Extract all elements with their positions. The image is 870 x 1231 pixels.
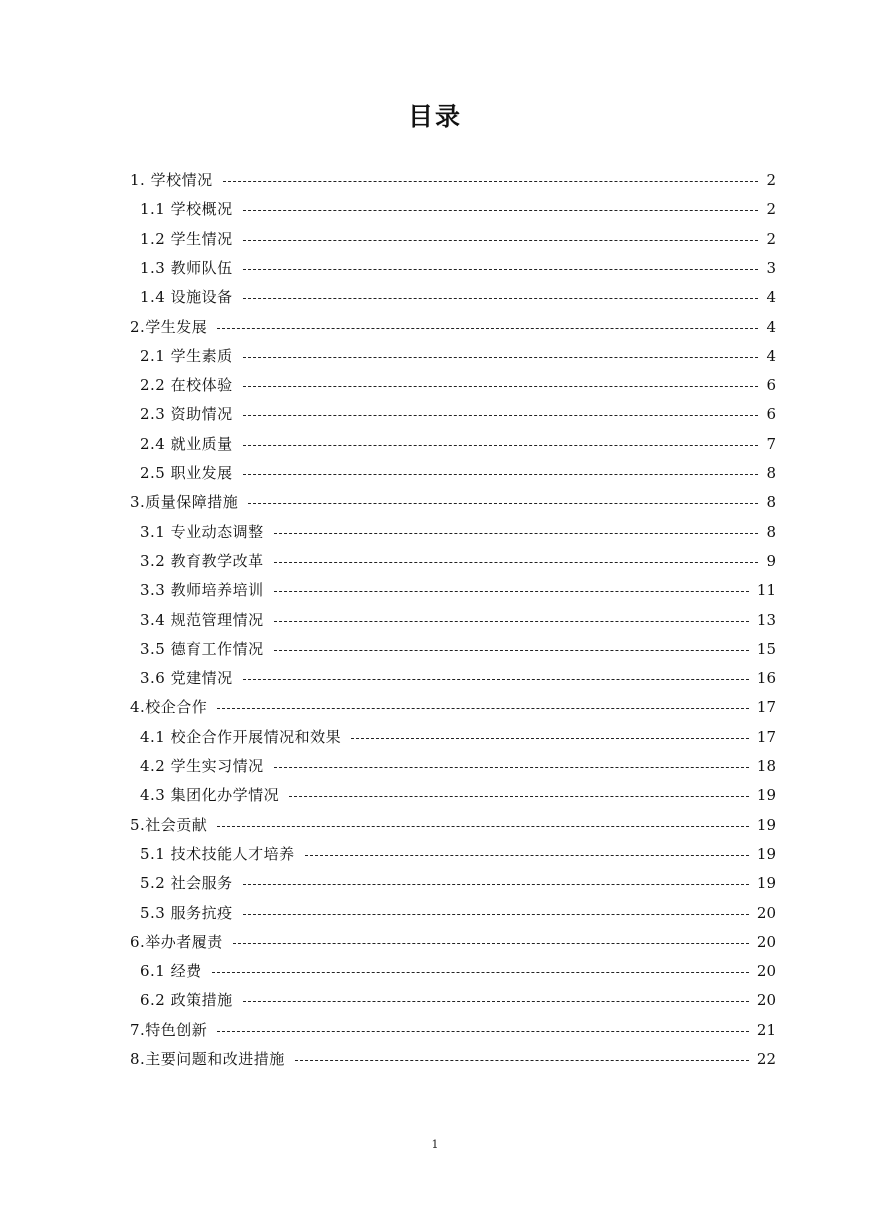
toc-entry-label: 3.6 党建情况	[140, 669, 233, 688]
toc-entry[interactable]	[130, 166, 776, 195]
toc-entry[interactable]	[140, 899, 776, 928]
toc-entry-label: 3.质量保障措施	[130, 493, 239, 512]
toc-entry[interactable]	[130, 1045, 776, 1074]
toc-entry-label: 7.特色创新	[130, 1020, 208, 1039]
toc-entry-page: 6	[766, 405, 776, 424]
toc-dot-leader	[217, 1031, 749, 1032]
toc-entry[interactable]	[140, 254, 776, 283]
toc-entry-page: 8	[766, 464, 776, 482]
toc-entry-page: 15	[756, 639, 776, 658]
toc-entry-page: 2	[766, 229, 776, 248]
toc-entry-page: 19	[756, 874, 776, 893]
toc-entry[interactable]	[130, 928, 776, 957]
toc-entry-label: 2.4 就业质量	[140, 434, 233, 453]
toc-entry-page: 20	[756, 991, 776, 1010]
toc-entry-page: 8	[766, 522, 776, 541]
toc-entry[interactable]	[140, 664, 776, 693]
toc-entry-page: 7	[766, 434, 776, 453]
toc-entry-label: 2.1 学生素质	[140, 346, 233, 365]
toc-entry-page: 17	[756, 698, 776, 717]
toc-dot-leader	[274, 650, 749, 651]
toc-entry[interactable]	[130, 693, 776, 722]
toc-entry[interactable]	[140, 840, 776, 869]
toc-entry[interactable]	[130, 811, 776, 840]
toc-entry-label: 1. 学校情况	[130, 171, 213, 189]
toc-dot-leader	[248, 503, 758, 504]
toc-entry-page: 19	[756, 786, 776, 805]
toc-entry-label: 8.主要问题和改进措施	[130, 1050, 285, 1068]
toc-entry[interactable]	[140, 781, 776, 810]
toc-entry-page: 8	[766, 493, 776, 512]
toc-dot-leader	[351, 738, 749, 739]
toc-dot-leader	[217, 826, 749, 827]
toc-entry[interactable]	[140, 957, 776, 986]
toc-entry-page: 2	[766, 200, 776, 219]
toc-dot-leader	[305, 855, 749, 856]
toc-entry[interactable]	[140, 459, 776, 488]
toc-dot-leader	[243, 269, 758, 270]
toc-dot-leader	[274, 533, 758, 534]
toc-entry[interactable]	[140, 635, 776, 664]
toc-dot-leader	[212, 972, 749, 973]
toc-entry-label: 4.3 集团化办学情况	[140, 786, 280, 805]
toc-entry-label: 6.1 经费	[140, 962, 202, 981]
toc-dot-leader	[274, 591, 749, 592]
toc-dot-leader	[295, 1060, 749, 1061]
toc-entry[interactable]	[140, 430, 776, 459]
toc-dot-leader	[243, 357, 758, 358]
toc-entry-page: 3	[766, 258, 776, 277]
toc-entry[interactable]	[140, 869, 776, 898]
toc-entry-page: 11	[756, 581, 776, 600]
toc-entry[interactable]	[140, 547, 776, 576]
toc-dot-leader	[243, 415, 758, 416]
toc-entry-label: 5.社会贡献	[130, 815, 208, 834]
toc-dot-leader	[289, 796, 749, 797]
toc-entry-page: 20	[756, 903, 776, 922]
toc-dot-leader	[217, 328, 758, 329]
toc-dot-leader	[243, 679, 749, 680]
toc-entry-page: 4	[766, 317, 776, 336]
toc-entry-label: 1.2 学生情况	[140, 229, 233, 248]
toc-entry-label: 2.2 在校体验	[140, 376, 233, 395]
toc-entry-label: 1.4 设施设备	[140, 288, 233, 307]
toc-dot-leader	[243, 445, 758, 446]
toc-dot-leader	[243, 210, 758, 211]
toc-dot-leader	[217, 708, 749, 709]
toc-entry[interactable]	[140, 606, 776, 635]
toc-entry[interactable]	[140, 195, 776, 224]
toc-dot-leader	[274, 767, 749, 768]
toc-entry-page: 18	[756, 757, 776, 775]
toc-entry[interactable]	[140, 283, 776, 312]
toc-dot-leader	[243, 240, 758, 241]
toc-entry[interactable]	[130, 488, 776, 517]
toc-entry[interactable]	[130, 1016, 776, 1045]
toc-entry-label: 1.1 学校概况	[140, 200, 233, 219]
toc-entry-page: 2	[766, 171, 776, 189]
toc-entry-label: 1.3 教师队伍	[140, 258, 233, 277]
toc-entry[interactable]	[140, 752, 776, 781]
toc-entry-page: 13	[756, 610, 776, 629]
toc-entry-label: 4.校企合作	[130, 698, 208, 717]
toc-entry-page: 20	[756, 962, 776, 981]
toc-entry[interactable]	[140, 986, 776, 1015]
toc-dot-leader	[243, 474, 758, 475]
toc-entry-label: 5.3 服务抗疫	[140, 903, 233, 922]
toc-entry-label: 3.5 德育工作情况	[140, 639, 264, 658]
page-number: 1	[431, 1138, 439, 1151]
toc-dot-leader	[243, 298, 758, 299]
toc-entry-label: 3.3 教师培养培训	[140, 581, 264, 600]
toc-entry[interactable]	[140, 518, 776, 547]
toc-entry-label: 5.2 社会服务	[140, 874, 233, 893]
toc-entry-label: 2.学生发展	[130, 317, 208, 336]
toc-entry-page: 20	[756, 932, 776, 951]
toc-entry-page: 19	[756, 815, 776, 834]
toc-entry-page: 9	[766, 551, 776, 570]
toc-dot-leader	[274, 562, 758, 563]
toc-entry[interactable]	[130, 313, 776, 342]
toc-entry-label: 4.2 学生实习情况	[140, 757, 264, 775]
toc-dot-leader	[233, 943, 749, 944]
toc-entry-label: 3.4 规范管理情况	[140, 610, 264, 629]
toc-dot-leader	[243, 914, 749, 915]
toc-entry-label: 3.1 专业动态调整	[140, 522, 264, 541]
toc-entry-label: 3.2 教育教学改革	[140, 551, 264, 570]
toc-dot-leader	[243, 1001, 749, 1002]
toc-entry-page: 6	[766, 376, 776, 395]
toc-dot-leader	[243, 386, 758, 387]
toc-entry[interactable]	[140, 371, 776, 400]
toc-entry-page: 22	[756, 1050, 776, 1068]
toc-dot-leader	[243, 884, 749, 885]
toc-entry-label: 6.2 政策措施	[140, 991, 233, 1010]
toc-entry-page: 4	[766, 346, 776, 365]
toc-entry-page: 4	[766, 288, 776, 307]
toc-entry-label: 6.举办者履责	[130, 932, 223, 951]
toc-dot-leader	[223, 181, 758, 182]
toc-entry-page: 16	[756, 669, 776, 688]
toc-entry-page: 21	[756, 1020, 776, 1039]
toc-entry[interactable]	[140, 576, 776, 605]
toc-entry[interactable]	[140, 723, 776, 752]
toc-entry-label: 2.5 职业发展	[140, 464, 233, 482]
toc-entry-page: 17	[756, 727, 776, 746]
toc-entry-label: 5.1 技术技能人才培养	[140, 844, 295, 863]
toc-entry[interactable]	[140, 342, 776, 371]
toc-dot-leader	[274, 621, 749, 622]
page-title: 目录	[407, 102, 462, 131]
toc-entry[interactable]	[140, 225, 776, 254]
toc-entry[interactable]	[140, 400, 776, 429]
toc-entry-label: 2.3 资助情况	[140, 405, 233, 424]
toc-entry-page: 19	[756, 844, 776, 863]
toc-entry-label: 4.1 校企合作开展情况和效果	[140, 727, 342, 746]
